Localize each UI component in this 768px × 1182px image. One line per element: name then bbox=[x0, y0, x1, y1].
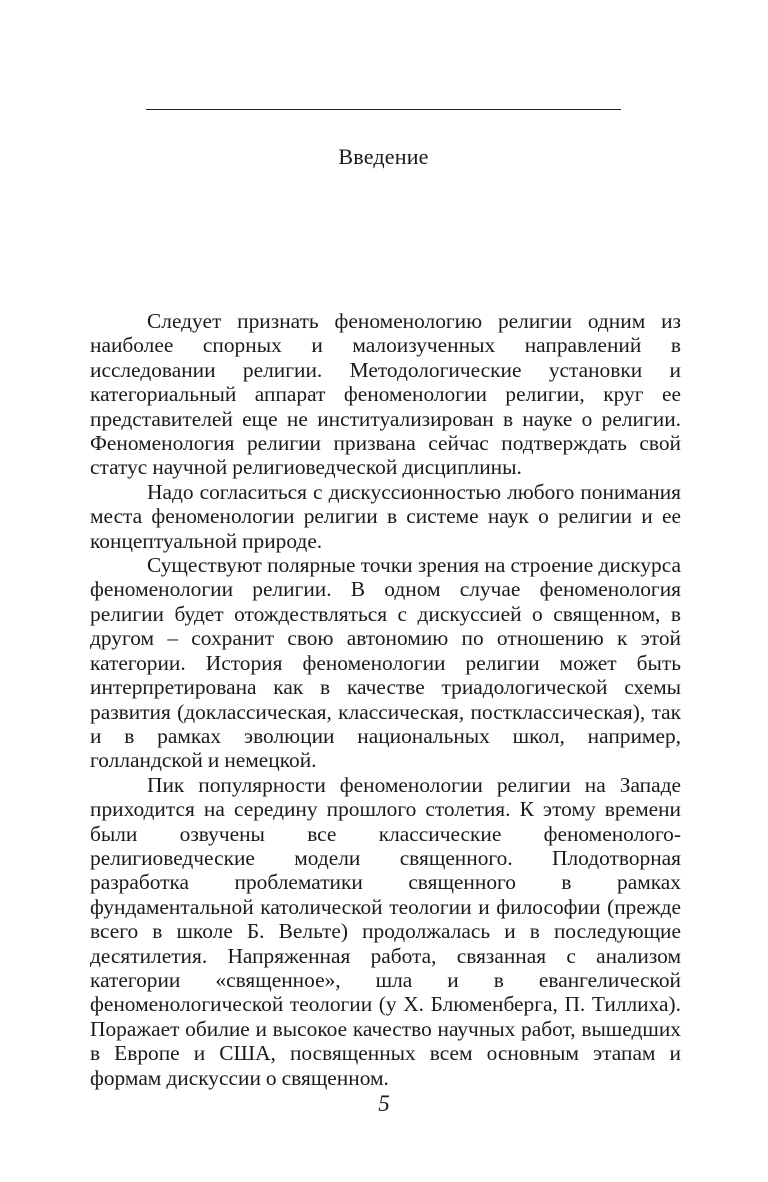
paragraph-2: Надо согласиться с дискуссионностью любого понимания места феноменологии религии в системе наук о религии и ее концептуальной природе. bbox=[90, 479, 681, 553]
paragraph-4: Пик популярности феноменологии религии на Западе приходится на середину прошлого столетия. К этому времени были озвучены все классические феноменолого-религиоведческие модели священного. Плодотворная разработка проблематики священного в рамках фундаментальной католической теологии и философии (прежде всего в школе Б. Вельте) продолжалась и в последующие десятилетия. Напряженная работа, связанная с анализом категории «священное», шла и в евангелической феноменологической теологии (у Х. Блюменберга, П. Тиллиха). Поражает обилие и высокое качество научных работ, вышедших в Европе и США, посвященных всем основным этапам и формам дискуссии о священном. bbox=[90, 772, 681, 1090]
paragraph-3: Существуют полярные точки зрения на строение дискурса феноменологии религии. В одном случае феноменология религии будет отождествляться с дискуссией о священном, в другом – сохранит свою автономию по отношению к этой категории. История феноменологии религии может быть интерпретирована как в качестве триадологической схемы развития (доклассическая, классическая, постклассическая), так и в рамках эволюции национальных школ, например, голландской и немецкой. bbox=[90, 553, 681, 773]
body-text bbox=[90, 309, 681, 1090]
page-number: 5 bbox=[378, 1091, 390, 1116]
chapter-title: Введение bbox=[338, 144, 429, 169]
header-rule bbox=[146, 109, 621, 110]
paragraph-1: Следует признать феноменологию религии одним из наиболее спорных и малоизученных направлений в исследовании религии. Методологические установки и категориальный аппарат феноменологии религии, круг ее представителей еще не институализирован в науке о религии. Феноменология религии призвана сейчас подтверждать свой статус научной религиоведческой дисциплины. bbox=[90, 309, 681, 480]
